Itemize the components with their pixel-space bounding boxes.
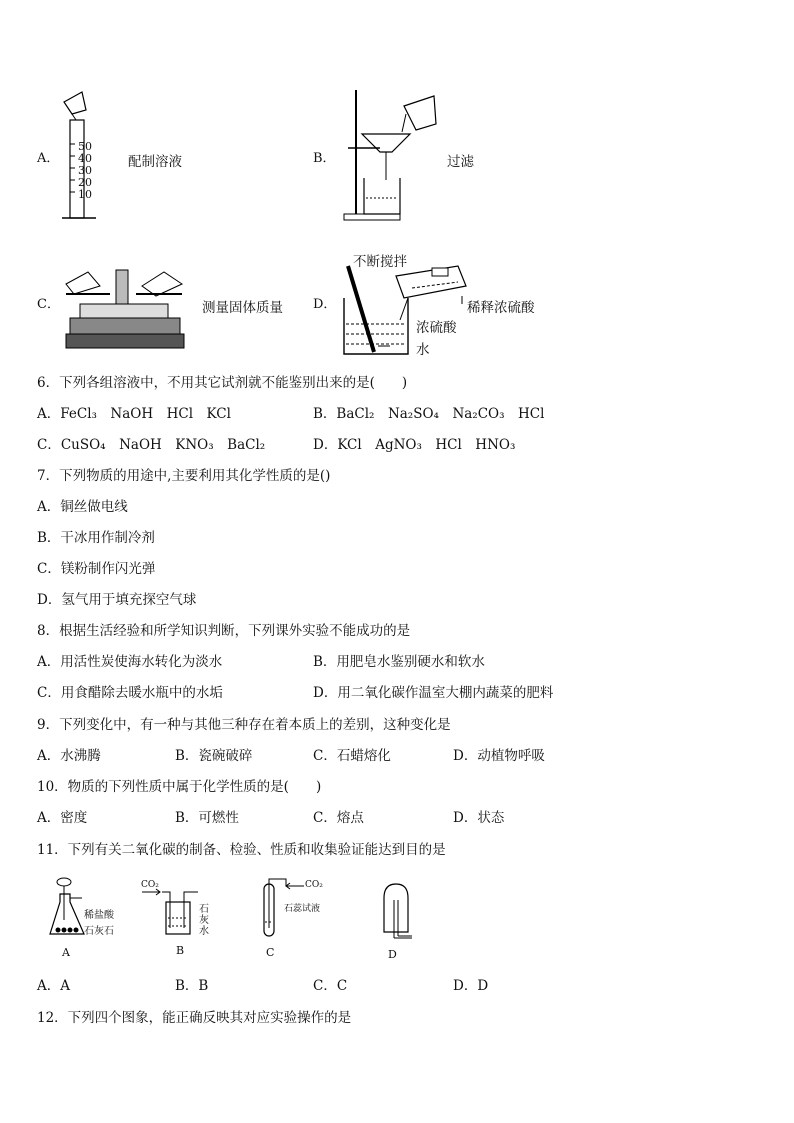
q11-fig-a-text1: 稀盐酸 [84, 910, 114, 921]
dilute-acid-figure [338, 262, 478, 358]
q11-fig-b-lime: 石灰水 [199, 904, 209, 937]
q6-option-c[interactable]: C．CuSO₄ NaOH KNO₃ BaCl₂ [37, 437, 266, 453]
fig5-d-label-stir: 不断搅拌 [353, 254, 407, 270]
balance-figure [60, 264, 190, 356]
q11-option-a[interactable]: A．A [37, 978, 70, 994]
q9-option-b[interactable]: B．瓷碗破碎 [175, 748, 253, 764]
q9-stem: 9．下列变化中，有一种与其他三种存在着本质上的差别，这种变化是 [37, 717, 451, 733]
fig5-c-caption: 测量固体质量 [202, 300, 283, 316]
q11-stem: 11．下列有关二氧化碳的制备、检验、性质和收集验证能达到目的是 [37, 842, 446, 858]
q12-stem: 12．下列四个图象，能正确反映其对应实验操作的是 [37, 1010, 352, 1026]
q9-option-d[interactable]: D．动植物呼吸 [453, 748, 545, 764]
q8-option-a[interactable]: A．用活性炭使海水转化为淡水 [37, 654, 223, 670]
fig5-b-letter: B． [313, 151, 336, 166]
q8-option-c[interactable]: C．用食醋除去暖水瓶中的水垢 [37, 685, 223, 701]
q6-option-d[interactable]: D．KCl AgNO₃ HCl HNO₃ [313, 437, 516, 453]
q11-fig-b-co2: CO₂ [141, 880, 159, 890]
q11-option-d[interactable]: D．D [453, 978, 489, 994]
q10-option-c[interactable]: C．熔点 [313, 810, 364, 826]
q6-stem: 6．下列各组溶液中，不用其它试剂就不能鉴别出来的是( ) [37, 375, 408, 391]
q7-stem: 7．下列物质的用途中,主要利用其化学性质的是() [37, 468, 331, 484]
fig5-d-label-acid: 浓硫酸 [416, 320, 457, 336]
q8-stem: 8．根据生活经验和所学知识判断，下列课外实验不能成功的是 [37, 623, 411, 639]
cyl-tick-10: 10 [78, 188, 92, 201]
q11-fig-d-bottle [376, 880, 416, 944]
q7-option-d[interactable]: D．氢气用于填充探空气球 [37, 592, 197, 608]
fig5-d-caption: 稀释浓硫酸 [467, 300, 535, 316]
fig5-d-letter: D． [313, 297, 337, 312]
q11-fig-b-label: B [176, 944, 185, 957]
q8-option-d[interactable]: D．用二氧化碳作温室大棚内蔬菜的肥料 [313, 685, 554, 701]
q11-option-c[interactable]: C．C [313, 978, 348, 994]
q9-option-a[interactable]: A．水沸腾 [37, 748, 101, 764]
q11-fig-c-co2: CO₂ [305, 880, 323, 890]
q11-option-b[interactable]: B．B [175, 978, 209, 994]
fig5-b-caption: 过滤 [447, 154, 474, 170]
cyl-tick-40: 40 [78, 152, 92, 165]
fig5-d-label-water: 水 [416, 342, 430, 358]
q11-fig-a-text2: 石灰石 [84, 926, 114, 937]
q11-fig-a-label: A [62, 946, 70, 959]
cyl-tick-20: 20 [78, 176, 92, 189]
q11-fig-d-label: D [388, 948, 397, 961]
q10-stem: 10．物质的下列性质中属于化学性质的是( ) [37, 779, 322, 795]
q10-option-b[interactable]: B．可燃性 [175, 810, 239, 826]
cyl-tick-30: 30 [78, 164, 92, 177]
filtration-figure [340, 88, 440, 228]
q7-option-b[interactable]: B．干冰用作制冷剂 [37, 530, 155, 546]
q6-option-b[interactable]: B．BaCl₂ Na₂SO₄ Na₂CO₃ HCl [313, 406, 545, 422]
q10-option-a[interactable]: A．密度 [37, 810, 88, 826]
q7-option-c[interactable]: C．镁粉制作闪光弹 [37, 561, 156, 577]
q11-fig-c-label: C [266, 946, 275, 959]
fig5-a-caption: 配制溶液 [128, 154, 182, 170]
q11-fig-c-litmus: 石蕊试液 [284, 904, 321, 914]
q8-option-b[interactable]: B．用肥皂水鉴别硬水和软水 [313, 654, 485, 670]
cyl-tick-50: 50 [78, 140, 92, 153]
q6-option-a[interactable]: A．FeCl₃ NaOH HCl KCl [37, 406, 231, 422]
q10-option-d[interactable]: D．状态 [453, 810, 505, 826]
q9-option-c[interactable]: C．石蜡熔化 [313, 748, 391, 764]
fig5-a-letter: A． [37, 151, 60, 166]
q7-option-a[interactable]: A．铜丝做电线 [37, 499, 128, 515]
fig5-c-letter: C． [37, 297, 60, 312]
